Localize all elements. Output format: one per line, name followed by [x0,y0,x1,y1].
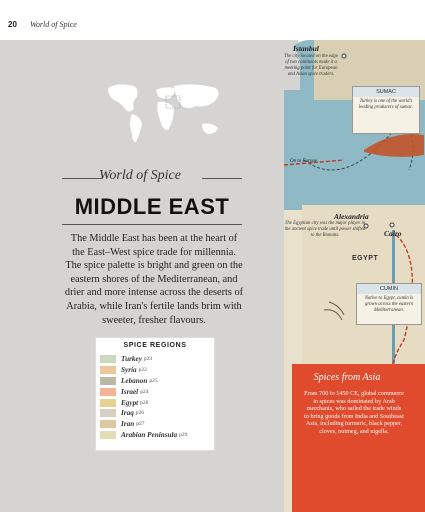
legend-region-page: p27 [136,421,145,428]
asia-body: From 700 to 1450 CE, global commerce in spices was dominated by Arab merchants, who sailed the trade winds to bring goods from India and Southeast Asia, including turmeric, black pepper, cloves, nutmeg, and nigella. [304,390,404,435]
page-number: 20 [8,20,17,29]
legend-swatch [100,355,116,363]
title-rule-right [202,178,242,179]
legend-row [100,397,212,408]
asia-title: Spices from Asia [313,372,381,383]
legend-swatch [100,409,116,417]
legend-region-page: p29 [179,431,188,438]
legend-row [100,408,212,419]
page-header [0,0,425,40]
legend-title: SPICE REGIONS [123,342,187,349]
legend-region-page: p26 [135,410,145,417]
legend-row [100,430,212,441]
legend-region-name: Lebanon [121,376,148,385]
legend-region-page: p23 [143,356,153,363]
legend-swatch [100,388,116,396]
legend-row [100,365,212,376]
legend-row [100,354,212,365]
legend-swatch [100,366,116,374]
sumac-box [352,86,420,134]
legend-list [100,354,212,440]
label-istanbul: Istanbul [293,44,319,53]
sumac-text: Turkey is one of the world's leading producers of sumac. [358,99,414,110]
running-title: World of Spice [30,20,77,29]
legend-region-name: Syria [121,366,137,375]
legend-swatch [100,420,116,428]
legend-swatch [100,377,116,385]
intro-body: The Middle East has been at the heart of the East–West spice trade for millennia. The spice palette is bright and green on the eastern shores of the Mediterranean, and drier and more intense across the deserts of Arabia, while Iran's fertile lands brim with sweeter, fresher flavours. [64,233,244,326]
legend-row [100,386,212,397]
legend-region-page: p22 [138,367,147,374]
legend-region-page: p24 [140,388,149,395]
spices-from-asia-panel [292,364,425,512]
sumac-title: SUMAC [353,87,419,97]
title-divider [62,224,242,225]
legend-region-page: p28 [140,399,149,406]
legend-region-name: Turkey [121,355,142,364]
legend-region-name: Iran [121,420,135,429]
section-eyebrow: World of Spice [99,168,181,183]
label-to-europe: On to Europe [290,159,318,164]
label-alexandria: Alexandria [334,212,369,221]
legend-swatch [100,399,116,407]
world-map-icon [104,80,228,150]
legend-region-name: Israel [121,387,139,396]
alexandria-caption: The Egyptian city was the major player in the ancient spice trade until power shifted to the Romans. [284,221,366,238]
label-cairo: Cairo [384,229,402,238]
legend-region-name: Arabian Peninsula [121,430,178,439]
cumin-text: Native to Egypt, cumin is grown across the eastern Mediterranean. [364,296,414,313]
legend-swatch [100,431,116,439]
legend-region-name: Egypt [121,398,139,407]
istanbul-caption: The city located on the edge of two continents made it a meeting point for European and Asian spice traders. [284,54,338,77]
cumin-box [356,283,422,325]
cumin-title: CUMIN [357,284,421,294]
legend-region-name: Iraq [121,409,134,418]
page-title: MIDDLE EAST [74,194,230,219]
legend-region-page: p25 [149,377,158,384]
spice-regions-legend [96,338,214,450]
label-egypt: EGYPT [352,255,379,262]
legend-row [100,419,212,430]
legend-row [100,376,212,387]
